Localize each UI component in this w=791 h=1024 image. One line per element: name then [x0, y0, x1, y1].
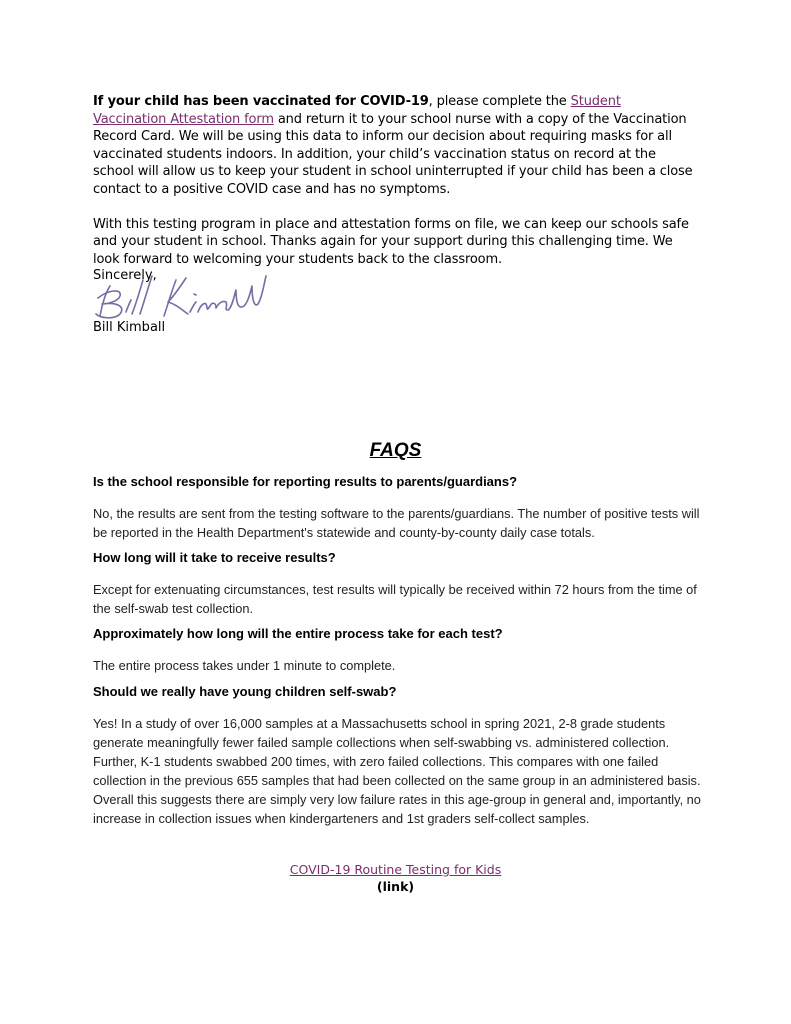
link-note: (link): [376, 879, 415, 894]
faq-item: [93, 683, 703, 828]
signature-image: [86, 268, 276, 324]
testing-for-kids-link[interactable]: COVID-19 Routine Testing for Kids: [289, 862, 502, 877]
vaccination-text-b: and return it to your school nurse with a copy of the Vaccination Record Card. We will be using this data to inform our decision about requiring masks for all vaccinated students indoors. In addition, your child’s vaccination status on record at the school will allow us to keep your student in school uninterrupted if your child has been a close contact to a positive COVID case and has no symptoms.: [93, 111, 693, 197]
faq-question: Approximately how long will the entire process take for each test?: [93, 626, 503, 641]
testing-for-kids-link-row: [0, 862, 791, 877]
vaccination-paragraph: [93, 93, 693, 199]
faq-item: [93, 473, 703, 542]
faq-answer: Except for extenuating circumstances, test results will typically be received within 72 hours from the time of the self-swab test collection.: [93, 582, 697, 616]
testing-paragraph: With this testing program in place and attestation forms on file, we can keep our schools safe and your student in school. Thanks again for your support during this challenging time. We look forward to welcoming your students back to the classroom.: [93, 216, 689, 267]
faq-question: How long will it take to receive results?: [93, 550, 336, 565]
faq-question: Is the school responsible for reporting results to parents/guardians?: [93, 474, 518, 489]
signoff: Sincerely,: [93, 268, 157, 283]
faq-item: [93, 625, 703, 675]
faq-answer: The entire process takes under 1 minute to complete.: [93, 658, 396, 673]
faq-item: [93, 549, 703, 618]
faq-answer: Yes! In a study of over 16,000 samples at a Massachusetts school in spring 2021, 2-8 grade students generate meaningfully fewer failed sample collections when self-swabbing vs. administered collection. Further, K-1 students swabbed 200 times, with zero failed collections. This compares with one failed collection in the previous 655 samples that had been collected on the same group in an administered basis. Overall this suggests there are simply very low failure rates in this age-group in general and, importantly, no increase in collection issues when kindergarteners and 1st graders self-collect samples.: [93, 716, 701, 826]
letter-body: [93, 93, 693, 285]
vaccination-lead: If your child has been vaccinated for COVID-19: [93, 94, 429, 109]
faqs-heading: FAQS: [369, 440, 422, 461]
faq-question: Should we really have young children self-swab?: [93, 684, 397, 699]
signer-name: Bill Kimball: [93, 320, 166, 335]
attestation-form-link[interactable]: Student Vaccination Attestation form: [93, 94, 621, 127]
faq-answer: No, the results are sent from the testing software to the parents/guardians. The number of positive tests will be reported in the Health Department's statewide and county-by-county daily case totals.: [93, 506, 700, 540]
vaccination-text-a: , please complete the: [428, 94, 571, 109]
